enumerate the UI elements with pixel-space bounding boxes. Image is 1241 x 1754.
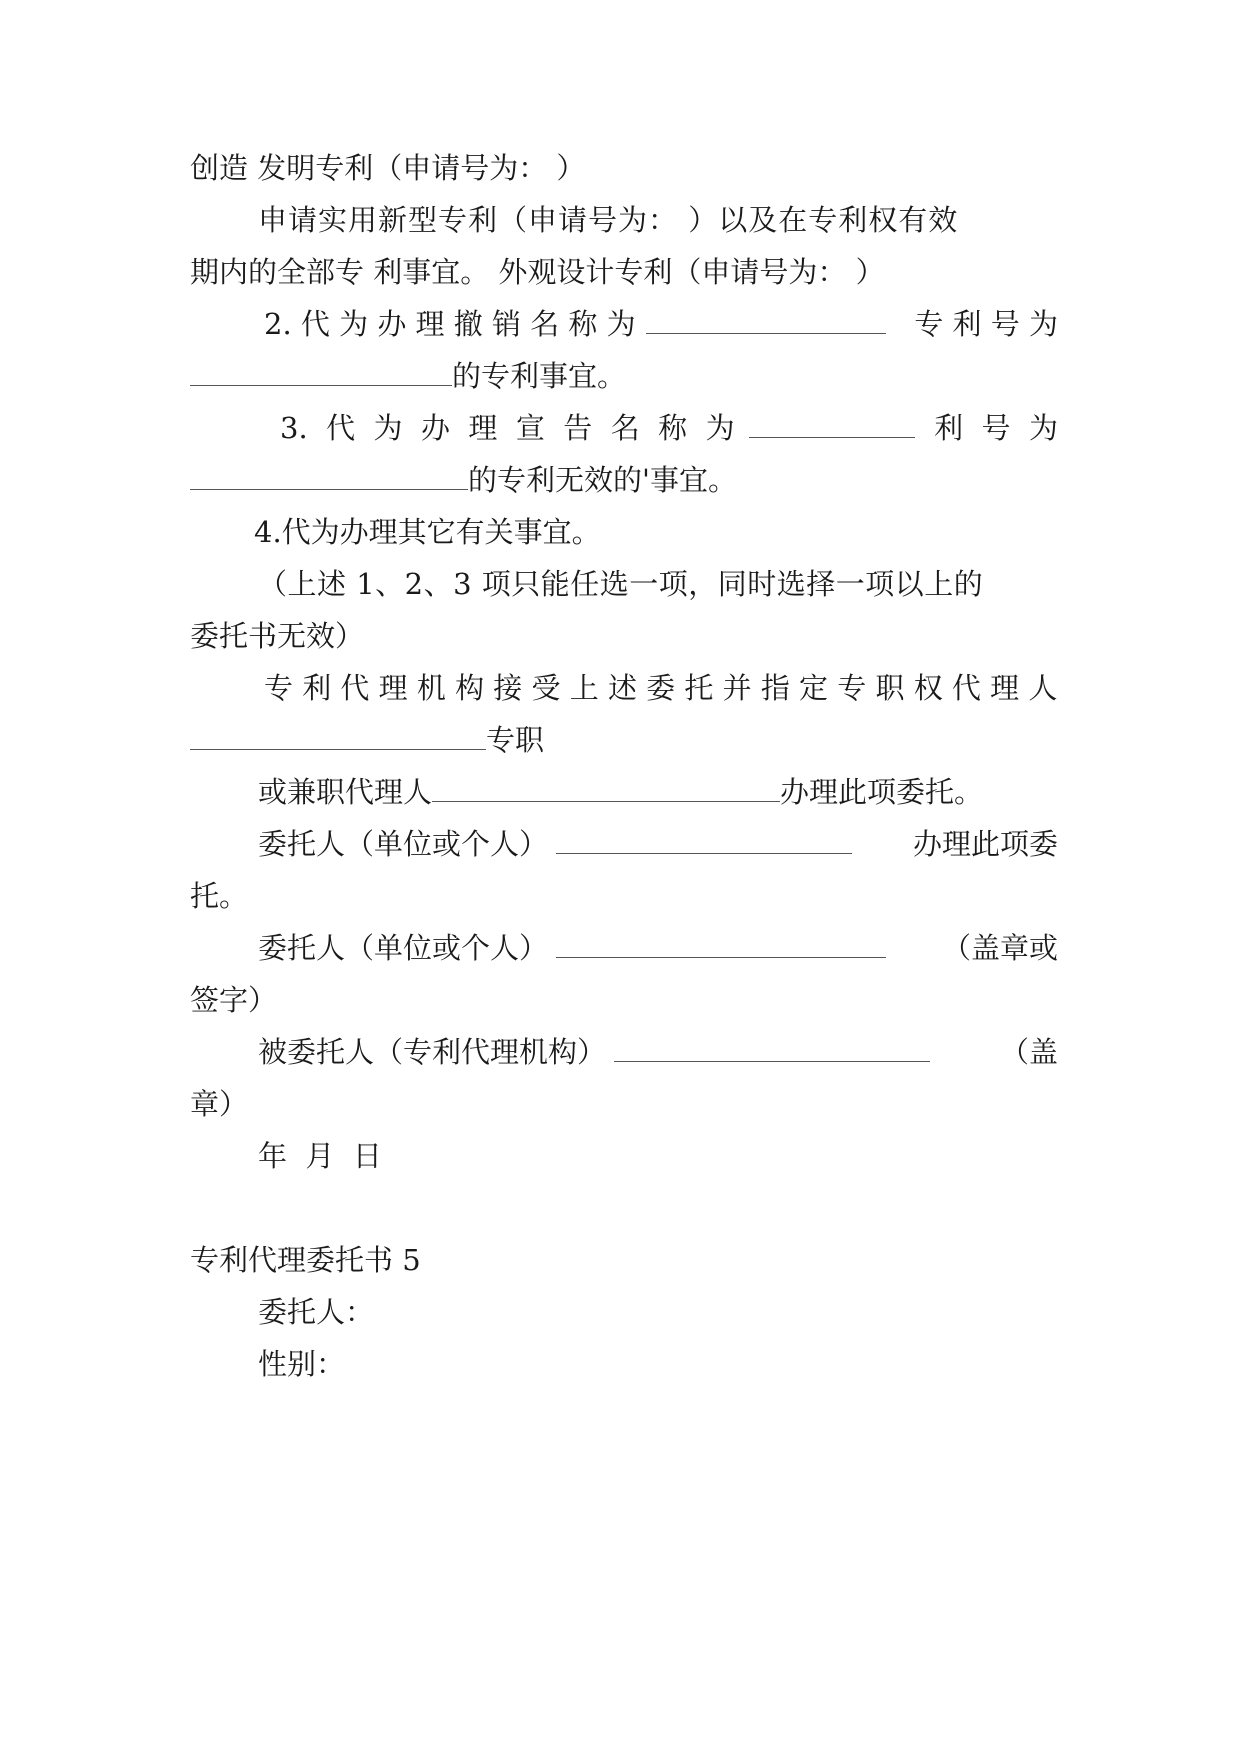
text-line-7	[190, 460, 737, 500]
principal-blank-1	[556, 827, 852, 854]
text-line-18	[258, 1032, 1058, 1072]
revoke-name-blank	[646, 307, 886, 334]
revoke-label: 2. 代 为 办 理 撤 销 名 称 为	[264, 307, 636, 341]
declare-name-blank	[749, 411, 915, 438]
text-line-14	[258, 824, 1058, 864]
parttime-label: 或兼职代理人	[258, 775, 433, 809]
text-line-17: 签字）	[190, 983, 278, 1017]
text-line-12	[190, 720, 544, 760]
text-line-2: 申请实用新型专利（申请号为： ）以及在专利权有效	[258, 203, 959, 237]
text-line-19: 章）	[190, 1087, 249, 1121]
text-line-6	[280, 408, 1058, 448]
principal-field: 委托人：	[258, 1295, 375, 1329]
agent-parttime-blank	[432, 775, 780, 802]
gender-field: 性别：	[258, 1347, 346, 1381]
text-line-13	[258, 772, 983, 812]
principal-blank-2	[556, 931, 886, 958]
agency-label: 被委托人（专利代理机构）	[258, 1035, 607, 1069]
principal-label-2: 委托人（单位或个人）	[258, 931, 549, 965]
parttime-suffix: 办理此项委托。	[780, 775, 984, 809]
agency-suffix: （盖	[999, 1035, 1058, 1069]
text-line-9: （上述 1、2、3 项只能任选一项，同时选择一项以上的	[258, 567, 984, 601]
section-title: 专利代理委托书 5	[190, 1243, 421, 1277]
text-line-3: 期内的全部专 利事宜。 外观设计专利（申请号为： ）	[190, 255, 885, 289]
revoke-suffix: 的专利事宜。	[452, 359, 627, 393]
revoke-no-blank	[190, 359, 452, 386]
agency-blank	[614, 1035, 930, 1062]
text-line-15: 托。	[190, 879, 249, 913]
fulltime-suffix: 专职	[486, 723, 545, 757]
date-line: 年 月 日	[258, 1139, 382, 1173]
declare-no-blank	[190, 463, 468, 490]
text-line-4	[264, 304, 1058, 344]
declare-patent-no-label: 利 号 为	[934, 411, 1058, 445]
revoke-patent-no-label: 专 利 号 为	[914, 307, 1058, 341]
agent-fulltime-blank	[190, 723, 486, 750]
principal-suffix-2: （盖章或	[941, 931, 1058, 965]
principal-suffix-1: 办理此项委	[912, 827, 1058, 861]
text-line-8: 4.代为办理其它有关事宜。	[254, 515, 601, 549]
declare-label: 3. 代 为 办 理 宣 告 名 称 为	[280, 411, 735, 445]
principal-label-1: 委托人（单位或个人）	[258, 827, 549, 861]
text-line-10: 委托书无效）	[190, 619, 365, 653]
text-line-5	[190, 356, 626, 396]
text-line-11: 专 利 代 理 机 构 接 受 上 述 委 托 并 指 定 专 职 权 代 理 人	[264, 671, 1058, 705]
text-line-16	[258, 928, 1058, 968]
declare-suffix: 的专利无效的'事宜。	[468, 463, 737, 497]
text-line-1: 创造 发明专利（申请号为： ）	[190, 151, 586, 185]
